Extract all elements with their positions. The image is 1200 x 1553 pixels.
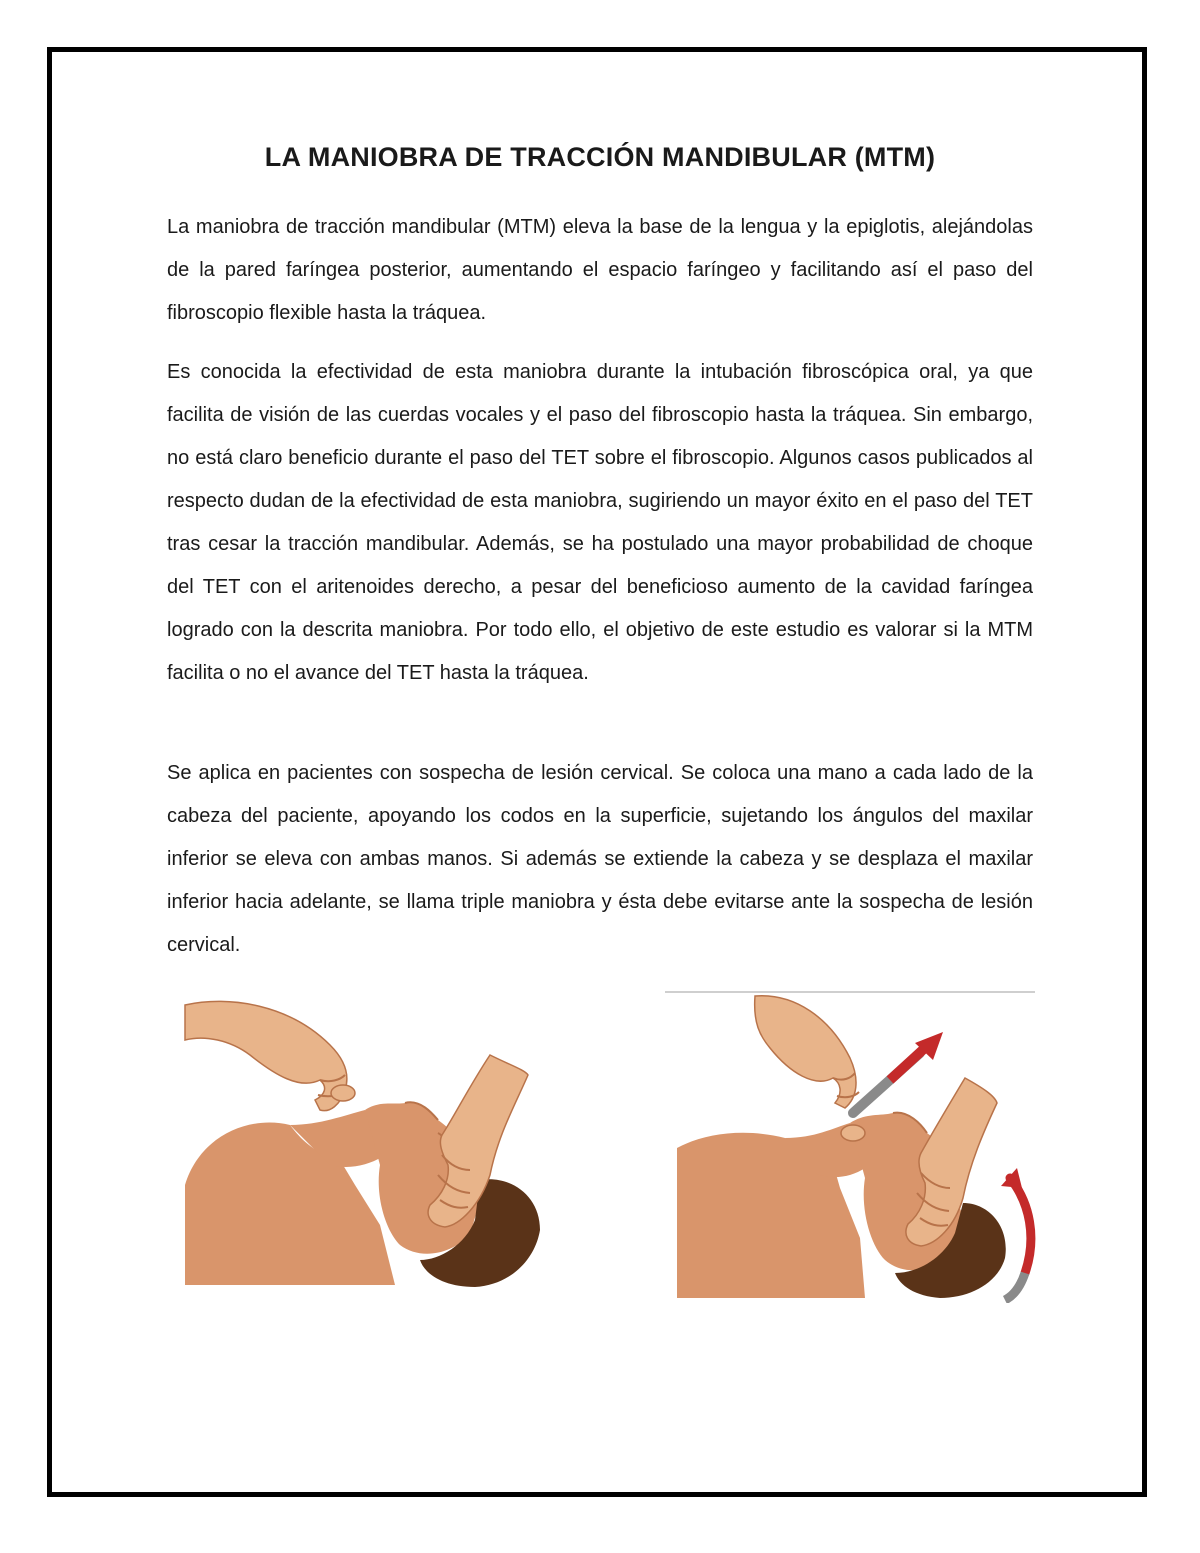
paragraph-1: La maniobra de tracción mandibular (MTM) eleva la base de la lengua y la epiglotis, alejándolas de la pared faríngea posterior, aumentando el espacio faríngeo y facilitando así el paso del fibroscopio flexible hasta la tráquea. xyxy=(167,216,1033,324)
curved-arrow-head xyxy=(1001,1168,1022,1188)
paragraph-3: Se aplica en pacientes con sospecha de lesión cervical. Se coloca una mano a cada lado de la cabeza del paciente, apoyando los codos en la superficie, sujetando los ángulos del maxilar inferior se eleva con ambas manos. Si además se extiende la cabeza y se desplaza el maxilar inferior hacia adelante, se llama triple maniobra y ésta debe evitarse ante la sospecha de lesión cervical. xyxy=(167,762,1033,956)
rescuer-hand-upper-2 xyxy=(755,996,856,1108)
curved-arrow-red xyxy=(1010,1178,1031,1273)
paragraph-2: Es conocida la efectividad de esta maniobra durante la intubación fibroscópica oral, ya que facilita de visión de las cuerdas vocales y el paso del fibroscopio hasta la tráquea. Sin embargo, no está claro beneficio durante el paso del TET sobre el fibroscopio. Algunos casos publicados al respecto dudan de la efectividad de esta maniobra, sugiriendo un mayor éxito en el paso del TET tras cesar la tracción mandibular. Además, se ha postulado una mayor probabilidad de choque del TET con el aritenoides derecho, a pesar del beneficioso aumento de la cavidad faríngea logrado con la descrita maniobra. Por todo ello, el objetivo de este estudio es valorar si la MTM facilita o no el avance del TET hasta la tráquea. xyxy=(167,361,1033,684)
rescuer-thumb xyxy=(331,1085,355,1101)
arrow-shaft-red xyxy=(890,1046,927,1080)
jaw-thrust-illustration-2 xyxy=(665,988,1040,1303)
rescuer-hand-upper xyxy=(185,1001,347,1110)
jaw-thrust-illustration-1 xyxy=(180,995,550,1295)
document-title: LA MANIOBRA DE TRACCIÓN MANDIBULAR (MTM) xyxy=(264,142,936,172)
rescuer-thumb-2 xyxy=(841,1125,865,1141)
curved-arrow-gray-tip xyxy=(1005,1273,1025,1300)
